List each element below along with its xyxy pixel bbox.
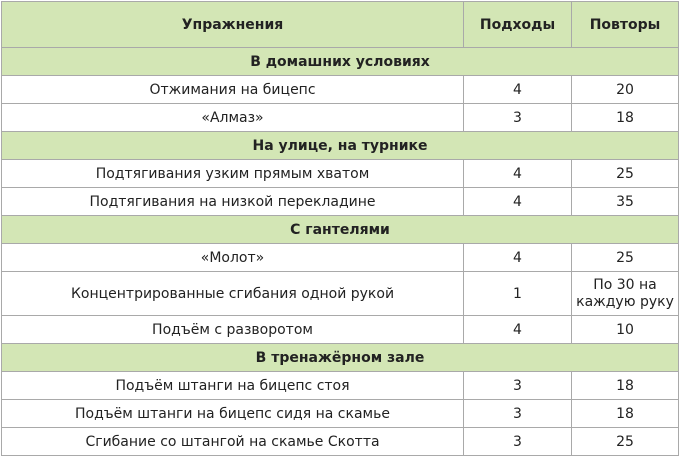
- table-row: [2, 428, 679, 456]
- table-row: [2, 316, 679, 344]
- section-row-dumbbells: [2, 216, 679, 244]
- exercise-cell: Подъём штанги на бицепс сидя на скамье: [2, 400, 464, 428]
- exercise-cell: «Молот»: [2, 244, 464, 272]
- reps-cell: 18: [572, 400, 679, 428]
- table-row: [2, 188, 679, 216]
- reps-cell: 35: [572, 188, 679, 216]
- sets-cell: 1: [464, 272, 572, 316]
- sets-cell: 4: [464, 316, 572, 344]
- exercise-cell: Подъём с разворотом: [2, 316, 464, 344]
- section-row-home: [2, 48, 679, 76]
- section-title: В тренажёрном зале: [2, 344, 679, 372]
- exercise-table: [1, 1, 679, 456]
- exercise-cell: Подъём штанги на бицепс стоя: [2, 372, 464, 400]
- sets-cell: 4: [464, 244, 572, 272]
- sets-cell: 4: [464, 76, 572, 104]
- sets-cell: 3: [464, 428, 572, 456]
- table-row: [2, 272, 679, 316]
- reps-cell: 25: [572, 428, 679, 456]
- reps-cell: 18: [572, 372, 679, 400]
- sets-cell: 3: [464, 104, 572, 132]
- header-sets: Подходы: [464, 2, 572, 48]
- table-row: [2, 160, 679, 188]
- section-title: На улице, на турнике: [2, 132, 679, 160]
- header-exercise: Упражнения: [2, 2, 464, 48]
- section-row-gym: [2, 344, 679, 372]
- sets-cell: 3: [464, 400, 572, 428]
- table-header-row: [2, 2, 679, 48]
- table-row: [2, 76, 679, 104]
- reps-cell: 10: [572, 316, 679, 344]
- reps-cell: 20: [572, 76, 679, 104]
- table-row: [2, 104, 679, 132]
- sets-cell: 4: [464, 160, 572, 188]
- header-reps: Повторы: [572, 2, 679, 48]
- section-title: С гантелями: [2, 216, 679, 244]
- section-row-outdoor: [2, 132, 679, 160]
- sets-cell: 4: [464, 188, 572, 216]
- table-row: [2, 244, 679, 272]
- reps-cell: 25: [572, 244, 679, 272]
- exercise-cell: Подтягивания на низкой перекладине: [2, 188, 464, 216]
- exercise-cell: Подтягивания узким прямым хватом: [2, 160, 464, 188]
- exercise-cell: Концентрированные сгибания одной рукой: [2, 272, 464, 316]
- exercise-cell: Отжимания на бицепс: [2, 76, 464, 104]
- exercise-cell: Сгибание со штангой на скамье Скотта: [2, 428, 464, 456]
- table-row: [2, 372, 679, 400]
- table-row: [2, 400, 679, 428]
- reps-cell: По 30 на каждую руку: [572, 272, 679, 316]
- exercise-cell: «Алмаз»: [2, 104, 464, 132]
- sets-cell: 3: [464, 372, 572, 400]
- section-title: В домашних условиях: [2, 48, 679, 76]
- reps-cell: 25: [572, 160, 679, 188]
- reps-cell: 18: [572, 104, 679, 132]
